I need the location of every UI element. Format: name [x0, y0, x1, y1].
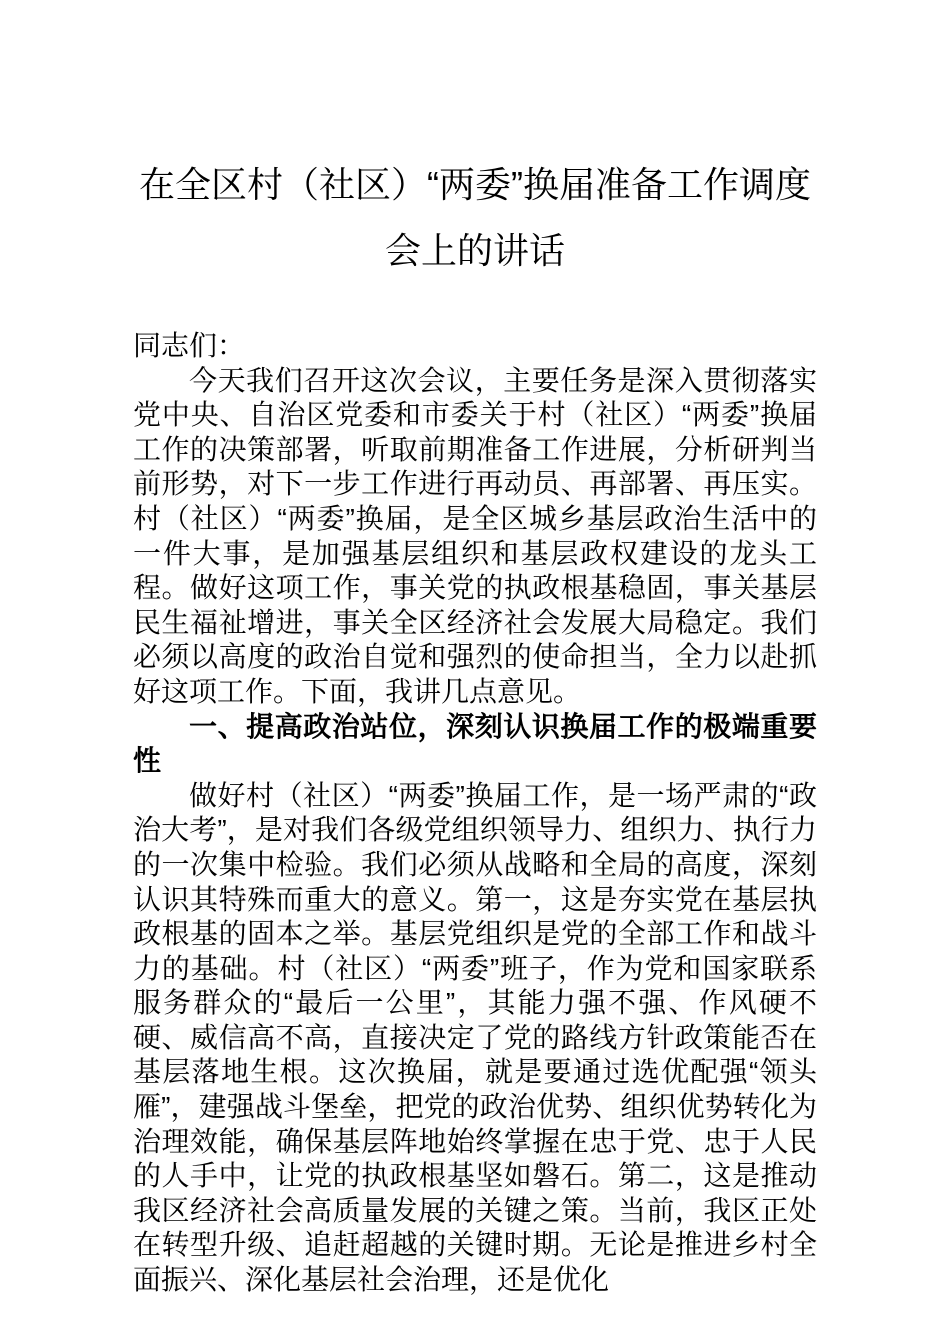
document-title-line-1: 在全区村（社区）“两委”换届准备工作调度 — [139, 164, 811, 205]
document-body — [133, 329, 817, 1298]
document-title-line-2: 会上的讲话 — [384, 230, 565, 271]
document-title — [133, 152, 817, 284]
paragraph: 做好村（社区）“两委”换届工作，是一场严肃的“政治大考”，是对我们各级党组织领导力、组织力、执行力的一次集中检验。我们必须从战略和全局的高度，深刻认识其特殊而重大的意义。第一，这是夯实党在基层执政根基的固本之举。基层党组织是党的全部工作和战斗力的基础。村（社区）“两委”班子，作为党和国家联系服务群众的“最后一公里”，其能力强不强、作风硬不硬、威信高不高，直接决定了党的路线方针政策能否在基层落地生根。这次换届，就是要通过选优配强“领头雁”，建强战斗堡垒，把党的政治优势、组织优势转化为治理效能，确保基层阵地始终掌握在忠于党、忠于人民的人手中，让党的执政根基坚如磐石。第二，这是推动我区经济社会高质量发展的关键之策。当前，我区正处在转型升级、追赶超越的关键时期。无论是推进乡村全面振兴、深化基层社会治理，还是优化 — [133, 779, 817, 1296]
paragraph: 今天我们召开这次会议，主要任务是深入贯彻落实党中央、自治区党委和市委关于村（社区）“两委”换届工作的决策部署，听取前期准备工作进展，分析研判当前形势，对下一步工作进行再动员、再部署、再压实。村（社区）“两委”换届，是全区城乡基层政治生活中的一件大事，是加强基层组织和基层政权建设的龙头工程。做好这项工作，事关党的执政根基稳固，事关基层民生福祉增进，事关全区经济社会发展大局稳定。我们必须以高度的政治自觉和强烈的使命担当，全力以赴抓好这项工作。下面，我讲几点意见。 — [133, 364, 817, 707]
paragraph-list — [133, 364, 817, 1298]
salutation: 同志们： — [133, 330, 246, 361]
section-heading: 一、提高政治站位，深刻认识换届工作的极端重要性 — [133, 710, 817, 777]
